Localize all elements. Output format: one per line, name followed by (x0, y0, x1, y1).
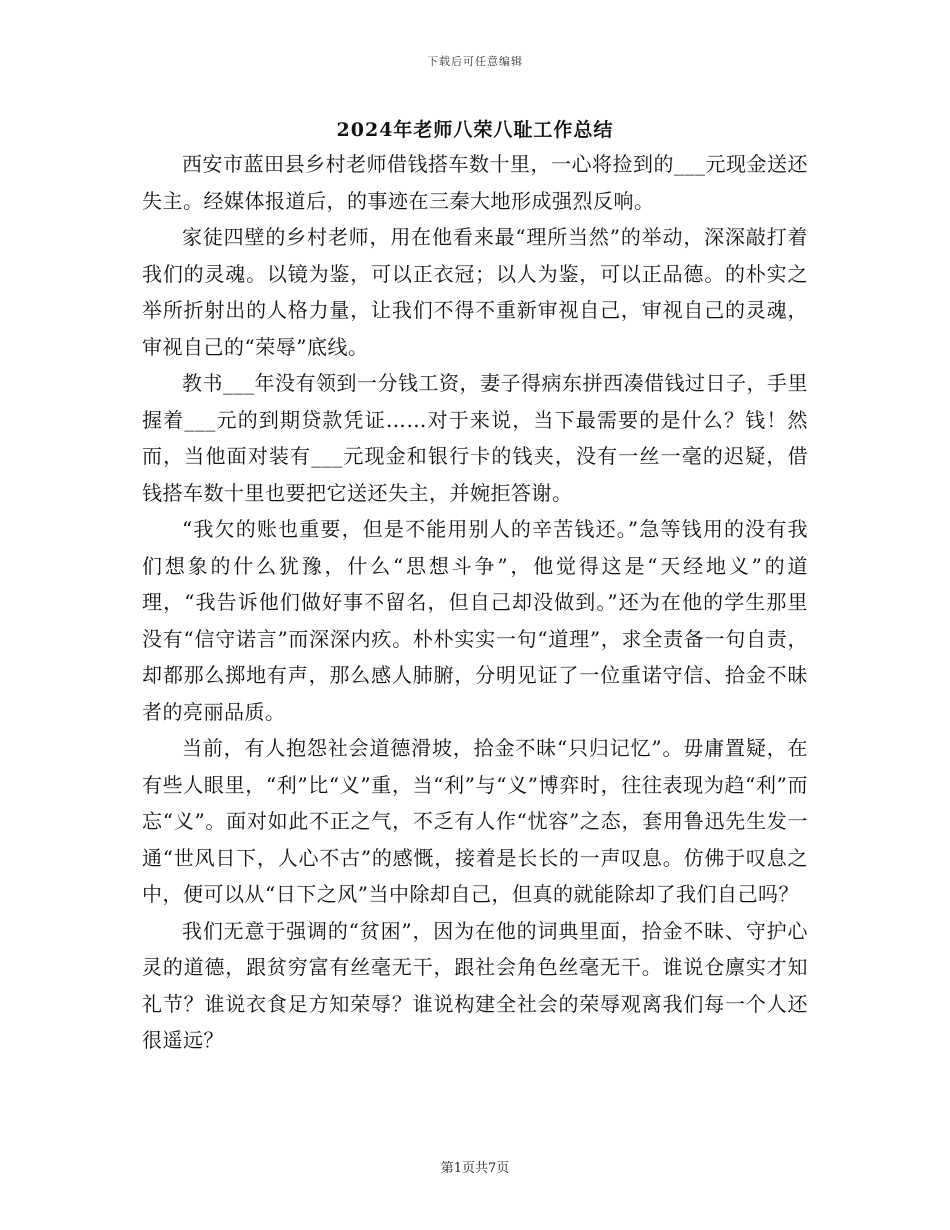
document-body (142, 146, 808, 1059)
page-header-note: 下载后可任意编辑 (427, 55, 523, 68)
document-title: 2024年老师八荣八耻工作总结 (336, 119, 614, 141)
paragraph: “我欠的账也重要，但是不能用别人的辛苦钱还。”急等钱用的没有我们想象的什么犹豫，什么“思想斗争”，他觉得这是“天经地义”的道理，“我告诉他们做好事不留名，但自己却没做到。”还为在他的学生那里没有“信守诺言”而深深内疚。朴朴实实一句“道理”，求全责备一句自责，却都那么掷地有声，那么感人肺腑，分明见证了一位重诺守信、拾金不昧者的亮丽品质。 (142, 517, 808, 724)
paragraph: 教书___年没有领到一分钱工资，妻子得病东拼西凑借钱过日子，手里握着___元的到期贷款凭证……对于来说，当下最需要的是什么？钱！然而，当他面对装有___元现金和银行卡的钱夹，没有一丝一毫的迟疑，借钱搭车数十里也要把它送还失主，并婉拒答谢。 (142, 371, 808, 505)
paragraph: 西安市蓝田县乡村老师借钱搭车数十里，一心将捡到的___元现金送还失主。经媒体报道后，的事迹在三秦大地形成强烈反响。 (142, 152, 808, 213)
paragraph: 我们无意于强调的“贫困”，因为在他的词典里面，拾金不昧、守护心灵的道德，跟贫穷富有丝毫无干，跟社会角色丝毫无干。谁说仓廪实才知礼节？谁说衣食足方知荣辱？谁说构建全社会的荣辱观离我们每一个人还很遥远？ (142, 918, 808, 1052)
paragraph: 当前，有人抱怨社会道德滑坡，拾金不昧“只归记忆”。毋庸置疑，在有些人眼里，“利”比“义”重，当“利”与“义”博弈时，往往表现为趋“利”而忘“义”。面对如此不正之气，不乏有人作“忧容”之态，套用鲁迅先生发一通“世风日下，人心不古”的感慨，接着是长长的一声叹息。仿佛于叹息之中，便可以从“日下之风”当中除却自己，但真的就能除却了我们自己吗？ (142, 736, 808, 906)
paragraph: 家徒四壁的乡村老师，用在他看来最“理所当然”的举动，深深敲打着我们的灵魂。以镜为鉴，可以正衣冠；以人为鉴，可以正品德。的朴实之举所折射出的人格力量，让我们不得不重新审视自己，审视自己的灵魂，审视自己的“荣辱”底线。 (142, 225, 808, 359)
page-number: 第1页共7页 (440, 1161, 510, 1176)
